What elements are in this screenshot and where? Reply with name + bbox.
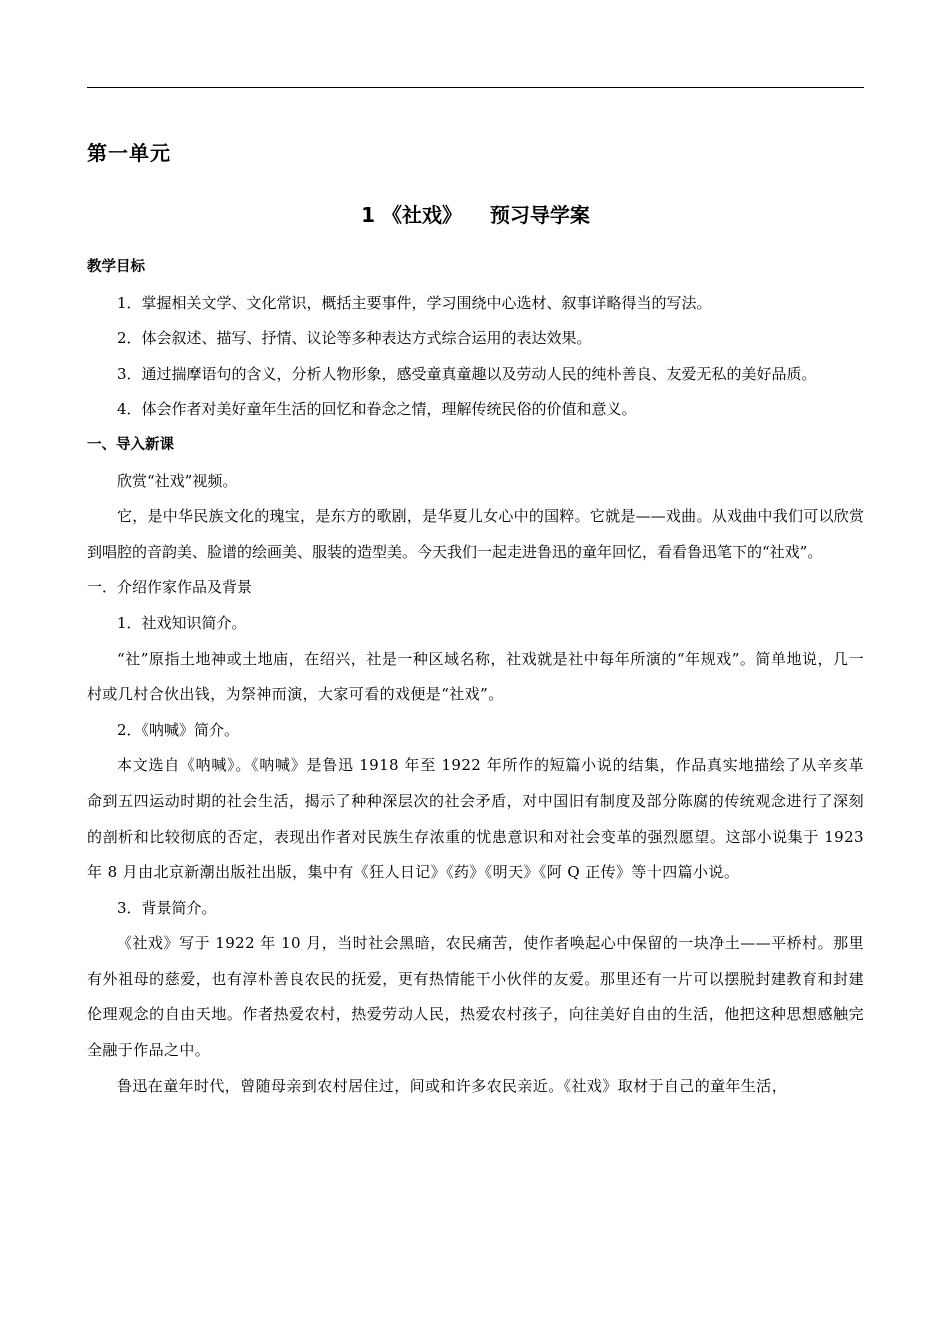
objective-item: 2．体会叙述、描写、抒情、议论等多种表达方式综合运用的表达效果。	[117, 329, 592, 348]
lesson-number: 1	[361, 203, 376, 227]
lesson-gap	[375, 203, 382, 227]
subsection-title: 2．《呐喊》简介。	[117, 720, 240, 739]
subsection-text: 《社戏》写于 1922 年 10 月，当时社会黑暗，农民痛苦，使作者唤起心中保留的一块净土——平桥村。那里有外祖母的慈爱，也有淳朴善良农民的抚爱，更有热情能干小伙伴的友爱。那里还有一片可以摆脱封建教育和封建伦理观念的自由天地。作者热爱农村，热爱劳动人民，热爱农村孩子，向往美好自由的生活，他把这种思想感触完全融于作品之中。	[87, 934, 864, 1060]
subsection-title: 3．背景简介。	[117, 898, 217, 917]
subsection-text: 鲁迅在童年时代，曾随母亲到农村居住过，间或和许多农民亲近。《社戏》取材于自己的童年生活，	[117, 1076, 788, 1095]
intro-heading: 一、导入新课	[87, 436, 174, 453]
subsection-text: 本文选自《呐喊》。《呐喊》是鲁迅 1918 年至 1922 年所作的短篇小说的结集，作品真实地描绘了从辛亥革命到五四运动时期的社会生活，揭示了种种深层次的社会矛盾，对中国旧有制度及部分陈腐的传统观念进行了深刻的剖析和比较彻底的否定，表现出作者对民族生存浓重的忧患意识和对社会变革的强烈愿望。这部小说集于 1923 年 8 月由北京新潮出版社出版，集中有《狂人日记》《药》《明天》《阿 Q 正传》等十四篇小说。	[87, 756, 864, 882]
background-heading: 一．介绍作家作品及背景	[87, 578, 253, 597]
lesson-subtitle: 预习导学案	[489, 203, 590, 227]
lesson-gap	[462, 203, 490, 227]
lesson-title	[87, 199, 864, 228]
intro-paragraph: 它，是中华民族文化的瑰宝，是东方的歌剧，是华夏儿女心中的国粹。它就是——戏曲。从戏曲中我们可以欣赏到唱腔的音韵美、脸谱的绘画美、服装的造型美。今天我们一起走进鲁迅的童年回忆，看看鲁迅笔下的“社戏”。	[87, 507, 864, 561]
document-body	[87, 250, 864, 1104]
objective-item: 3．通过揣摩语句的含义，分析人物形象，感受童真童趣以及劳动人民的纯朴善良、友爱无私的美好品质。	[117, 364, 817, 383]
header-rule	[87, 87, 864, 88]
unit-title: 第一单元	[87, 141, 171, 165]
objective-item: 1．掌握相关文学、文化常识，概括主要事件，学习围绕中心选材、叙事详略得当的写法。	[117, 293, 712, 312]
intro-paragraph: 欣赏“社戏”视频。	[117, 471, 238, 490]
subsection-title: 1．社戏知识简介。	[117, 613, 247, 632]
lesson-name: 《社戏》	[382, 203, 463, 227]
subsection-text: “社”原指土地神或土地庙，在绍兴，社是一种区域名称，社戏就是社中每年所演的“年规戏”。简单地说，几一村或几村合伙出钱，为祭神而演，大家可看的戏便是“社戏”。	[87, 649, 864, 704]
objectives-heading: 教学目标	[87, 259, 145, 275]
objective-item: 4．体会作者对美好童年生活的回忆和眷念之情，理解传统民俗的价值和意义。	[117, 400, 637, 419]
